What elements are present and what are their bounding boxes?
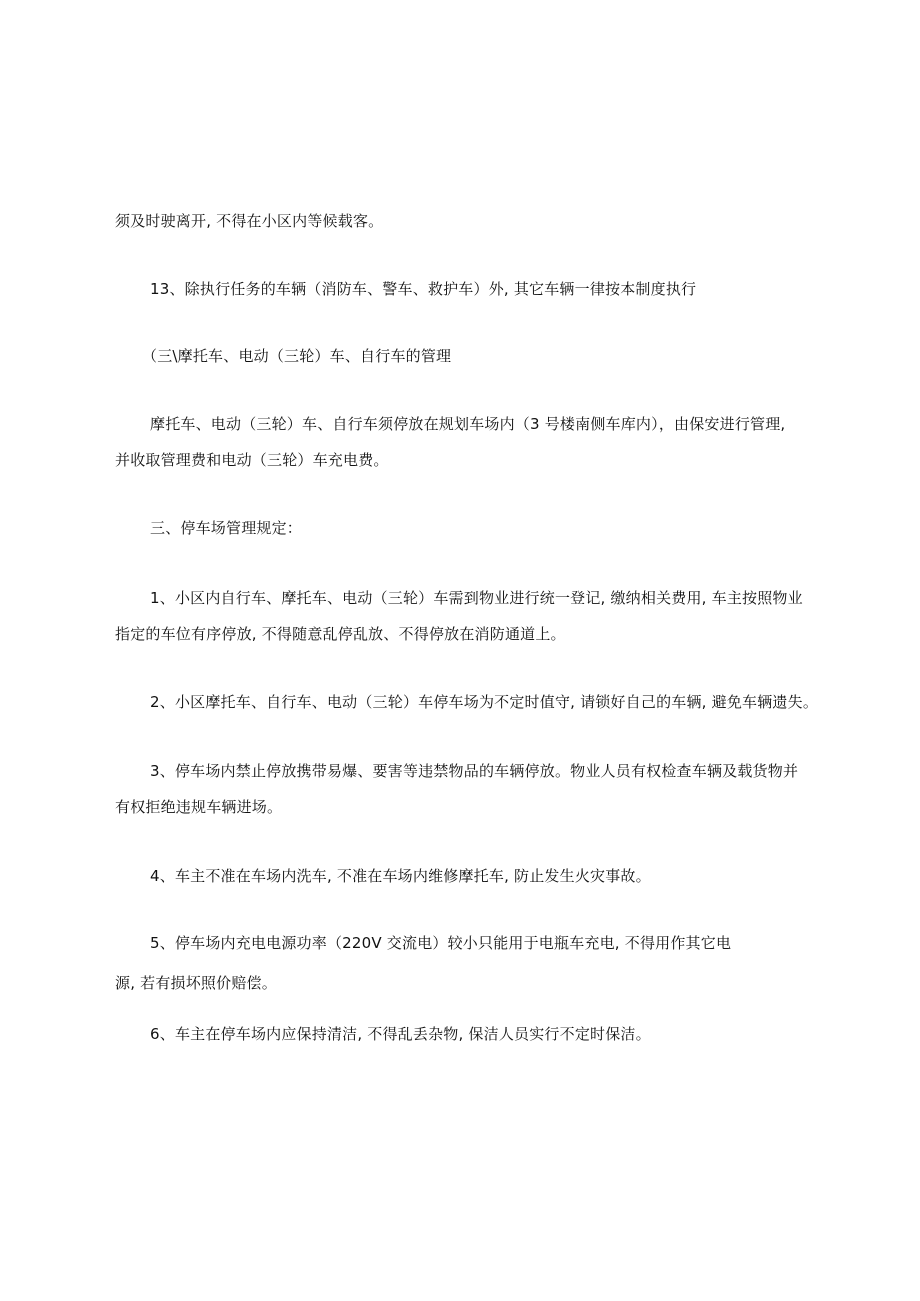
rule-3-line-1: 3、停车场内禁止停放携带易爆、要害等违禁物品的车辆停放。物业人员有权检查车辆及载货物并 <box>150 762 799 780</box>
rule-5-line-2: 源, 若有损坏照价赔偿。 <box>115 974 277 992</box>
rule-1-line-2: 指定的车位有序停放, 不得随意乱停乱放、不得停放在消防通道上。 <box>115 625 566 643</box>
rule-3-line-2: 有权拒绝违规车辆进场。 <box>115 798 283 816</box>
rule-6-line-1: 6、车主在停车场内应保持清洁, 不得乱丢杂物, 保洁人员实行不定时保洁。 <box>150 1025 651 1043</box>
paragraph-continued-line-1: 须及时驶离开, 不得在小区内等候载客。 <box>115 212 384 230</box>
rule-2-line-1: 2、小区摩托车、自行车、电动（三轮）车停车场为不定时值守, 请锁好自己的车辆, 避免车辆遗失。 <box>150 693 819 711</box>
motorcycle-paragraph-line-2: 并收取管理费和电动（三轮）车充电费。 <box>115 451 389 469</box>
rule-5-line-1: 5、停车场内充电电源功率（220V 交流电）较小只能用于电瓶车充电, 不得用作其它电 <box>150 934 732 952</box>
motorcycle-paragraph-line-1: 摩托车、电动（三轮）车、自行车须停放在规划车场内（3 号楼南侧车库内），由保安进行管理, <box>150 415 786 433</box>
rule-4-line-1: 4、车主不准在车场内洗车, 不准在车场内维修摩托车, 防止发生火灾事故。 <box>150 867 651 885</box>
item-13-line-1: 13、除执行任务的车辆（消防车、警车、救护车）外, 其它车辆一律按本制度执行 <box>150 280 697 298</box>
rule-1-line-1: 1、小区内自行车、摩托车、电动（三轮）车需到物业进行统一登记, 缴纳相关费用, 车主按照物业 <box>150 589 803 607</box>
section-heading-parking-rules: 三、停车场管理规定： <box>150 519 303 537</box>
subheading-motorcycle-management: （三\摩托车、电动（三轮）车、自行车的管理 <box>142 347 452 365</box>
